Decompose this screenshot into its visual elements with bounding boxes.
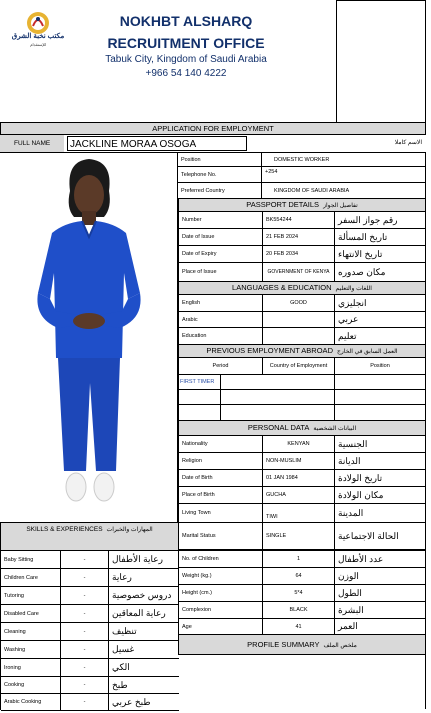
info-row-country (178, 183, 425, 199)
personal-arabic: تاريخ الولادة (338, 472, 383, 483)
office-location: Tabuk City, Kingdom of Saudi Arabia (105, 54, 267, 65)
skills-title-ar: المهارات والخبرات (106, 527, 153, 533)
passport-label: Number (179, 212, 263, 228)
employment-position (335, 375, 425, 389)
personal-arabic: الجنسية (338, 438, 368, 449)
company-name: NOKHBT ALSHARQ (119, 13, 253, 29)
personal-label: Age (179, 619, 263, 634)
skill-label: Children Care (1, 569, 61, 586)
languages-title: LANGUAGES & EDUCATION (232, 283, 332, 292)
profile-summary-body (178, 655, 426, 709)
skill-row (1, 569, 179, 587)
logo (6, 10, 70, 50)
personal-value: BLACK (263, 602, 335, 618)
personal-value: SINGLE (263, 523, 335, 549)
candidate-photo-image (0, 153, 178, 522)
skill-row (1, 694, 179, 711)
skill-value: - (61, 569, 109, 586)
skill-row (1, 623, 179, 641)
info-row-position (178, 153, 425, 167)
personal-row (179, 568, 425, 585)
personal-label: No. of Children (179, 551, 263, 567)
language-label: Education (179, 328, 263, 344)
passport-value: 20 FEB 2034 (263, 246, 335, 262)
personal-row (179, 619, 425, 634)
languages-title-ar: اللغات والتعليم (335, 286, 372, 292)
full-name-value: JACKLINE MORAA OSOGA (67, 136, 247, 151)
personal-arabic: الوزن (338, 570, 359, 581)
passport-value: 21 FEB 2024 (263, 229, 335, 245)
personal-title: PERSONAL DATA (247, 423, 310, 432)
employment-row (179, 405, 425, 421)
language-arabic: تعليم (338, 330, 357, 341)
language-value (263, 312, 335, 327)
personal-table-bottom (178, 550, 426, 635)
employment-header-row (179, 358, 425, 375)
employment-header-country: Country of Employment (263, 358, 335, 374)
personal-value: GUCHA (263, 487, 335, 503)
language-value: GOOD (263, 295, 335, 311)
personal-arabic: العمر (338, 621, 358, 631)
personal-row (179, 470, 425, 487)
info-value: +254 (265, 169, 278, 175)
language-arabic: عربي (338, 314, 359, 324)
personal-row (179, 551, 425, 568)
language-label: English (179, 295, 263, 311)
employment-row (179, 390, 425, 405)
skills-table (0, 550, 179, 710)
language-row (179, 312, 425, 328)
personal-label: Date of Birth (179, 470, 263, 486)
skill-arabic: تنظيف (112, 626, 137, 636)
language-row (179, 295, 425, 312)
employment-section-title (178, 345, 426, 358)
skill-label: Arabic Cooking (1, 694, 61, 710)
personal-section-title (178, 421, 426, 436)
personal-value: KENYAN (263, 436, 335, 452)
personal-value: TIWI (263, 504, 335, 522)
passport-title: PASSPORT DETAILS (246, 200, 320, 209)
employment-position (335, 390, 425, 404)
personal-arabic: عدد الأطفال (338, 553, 384, 564)
passport-arabic: رقم جواز السفر (338, 214, 398, 225)
personal-table-top (178, 436, 426, 550)
personal-arabic: الحالة الاجتماعية (338, 530, 399, 541)
passport-row (179, 212, 425, 229)
skill-label: Tutoring (1, 587, 61, 604)
passport-label: Date of Issue (179, 229, 263, 245)
personal-label: Weight (kg.) (179, 568, 263, 584)
personal-value: 41 (263, 619, 335, 634)
info-label: Position (178, 153, 262, 166)
personal-value: NON-MUSLIM (263, 453, 335, 469)
skill-value: - (61, 605, 109, 622)
employment-header-position: Position (370, 363, 390, 369)
personal-value: 64 (263, 568, 335, 584)
passport-title-ar: تفاصيل الجواز (323, 203, 358, 209)
skill-row (1, 605, 179, 623)
personal-label: Place of Birth (179, 487, 263, 503)
skill-value: - (61, 587, 109, 604)
skill-label: Washing (1, 641, 61, 658)
personal-row (179, 436, 425, 453)
passport-value: GOVERNMENT OF KENYA (263, 263, 335, 281)
skill-value: - (61, 641, 109, 658)
personal-arabic: البشرة (338, 604, 364, 615)
employment-period (179, 390, 221, 404)
info-label: Telephone No. (178, 167, 262, 182)
employment-title: PREVIOUS EMPLOYMENT ABROAD (206, 346, 333, 355)
skill-row (1, 677, 179, 694)
skills-section-title (0, 522, 179, 550)
personal-label: Marital Status (179, 523, 263, 549)
personal-label: Nationality (179, 436, 263, 452)
employment-period (179, 405, 221, 420)
skill-value: - (61, 551, 109, 568)
personal-label: Height (cm.) (179, 585, 263, 601)
passport-arabic: تاريخ المسألة (338, 231, 388, 242)
language-arabic: انجليزي (338, 297, 367, 308)
passport-row (179, 246, 425, 263)
skill-row (1, 587, 179, 605)
personal-value: 5*4 (263, 585, 335, 601)
personal-row (179, 523, 425, 550)
full-name-row (0, 135, 426, 153)
language-value (263, 328, 335, 344)
personal-arabic: المدينة (338, 507, 364, 518)
skill-row (1, 551, 179, 569)
language-label: Arabic (179, 312, 263, 327)
info-row-telephone (178, 167, 425, 183)
skill-arabic: رعاية (112, 572, 132, 582)
top-info-table (178, 153, 426, 199)
employment-country (221, 375, 335, 389)
skill-value: - (61, 659, 109, 676)
full-name-label: FULL NAME (0, 135, 64, 152)
employment-position (335, 405, 425, 420)
passport-section-title (178, 199, 426, 212)
skill-arabic: الكي (112, 662, 130, 672)
header-photo-box (336, 0, 426, 122)
skill-arabic: دروس خصوصية (112, 590, 172, 600)
profile-summary-title (178, 635, 426, 655)
skill-label: Ironing (1, 659, 61, 676)
skill-arabic: رعاية الأطفال (112, 554, 163, 564)
skill-value: - (61, 623, 109, 640)
skill-label: Baby Sitting (1, 551, 61, 568)
employment-title-ar: العمل السابق في الخارج (336, 349, 398, 355)
language-row (179, 328, 425, 345)
logo-text: مكتب نخبة الشرق (11, 33, 65, 40)
languages-section-title (178, 282, 426, 295)
passport-arabic: تاريخ الانتهاء (338, 248, 383, 259)
passport-label: Place of Issue (179, 263, 263, 281)
passport-row (179, 229, 425, 246)
profile-summary-ar: ملخص الملف (323, 643, 357, 649)
employment-period: FIRST TIMER (179, 375, 221, 389)
employment-country (221, 405, 335, 420)
skill-value: - (61, 694, 109, 710)
personal-row (179, 487, 425, 504)
skill-value: - (61, 677, 109, 693)
personal-arabic: مكان الولادة (338, 489, 384, 500)
personal-label: Religion (179, 453, 263, 469)
personal-row (179, 602, 425, 619)
info-label: Preferred Country (178, 183, 262, 198)
office-title: RECRUITMENT OFFICE (107, 35, 265, 51)
employment-header-period: Period (179, 358, 263, 374)
employment-table (178, 358, 426, 421)
personal-arabic: الطول (338, 587, 362, 598)
skill-arabic: غسيل (112, 644, 135, 654)
skill-label: Disabled Care (1, 605, 61, 622)
skill-label: Cleaning (1, 623, 61, 640)
page-header (0, 0, 336, 122)
office-phone: +966 54 140 4222 (145, 68, 227, 79)
skill-label: Cooking (1, 677, 61, 693)
passport-value: BK554244 (263, 212, 335, 228)
personal-arabic: الديانة (338, 455, 361, 466)
languages-table (178, 295, 426, 345)
personal-label: Complexion (179, 602, 263, 618)
passport-row (179, 263, 425, 282)
info-value: KINGDOM OF SAUDI ARABIA (274, 187, 350, 194)
profile-summary-label: PROFILE SUMMARY (247, 640, 320, 649)
personal-label: Living Town (179, 504, 263, 522)
full-name-arabic: الاسم كاملا (394, 140, 422, 146)
personal-value: 1 (263, 551, 335, 567)
info-value: DOMESTIC WORKER (274, 156, 330, 163)
personal-value: 01 JAN 1984 (263, 470, 335, 486)
skill-arabic: رعاية المعاقين (112, 608, 166, 618)
logo-subtext: للإستقدام (30, 42, 46, 47)
skill-row (1, 659, 179, 677)
application-title: APPLICATION FOR EMPLOYMENT (0, 122, 426, 135)
skills-title: SKILLS & EXPERIENCES (26, 526, 103, 533)
skill-row (1, 641, 179, 659)
personal-row (179, 453, 425, 470)
passport-table (178, 212, 426, 282)
passport-arabic: مكان صدوره (338, 266, 386, 277)
employment-row (179, 375, 425, 390)
personal-title-ar: البيانات الشخصية (313, 426, 357, 432)
employment-country (221, 390, 335, 404)
passport-label: Date of Expiry (179, 246, 263, 262)
skill-arabic: طبخ (112, 679, 128, 690)
personal-row (179, 585, 425, 602)
personal-row (179, 504, 425, 523)
skill-arabic: طبخ عربي (112, 696, 151, 707)
candidate-photo (0, 153, 178, 522)
